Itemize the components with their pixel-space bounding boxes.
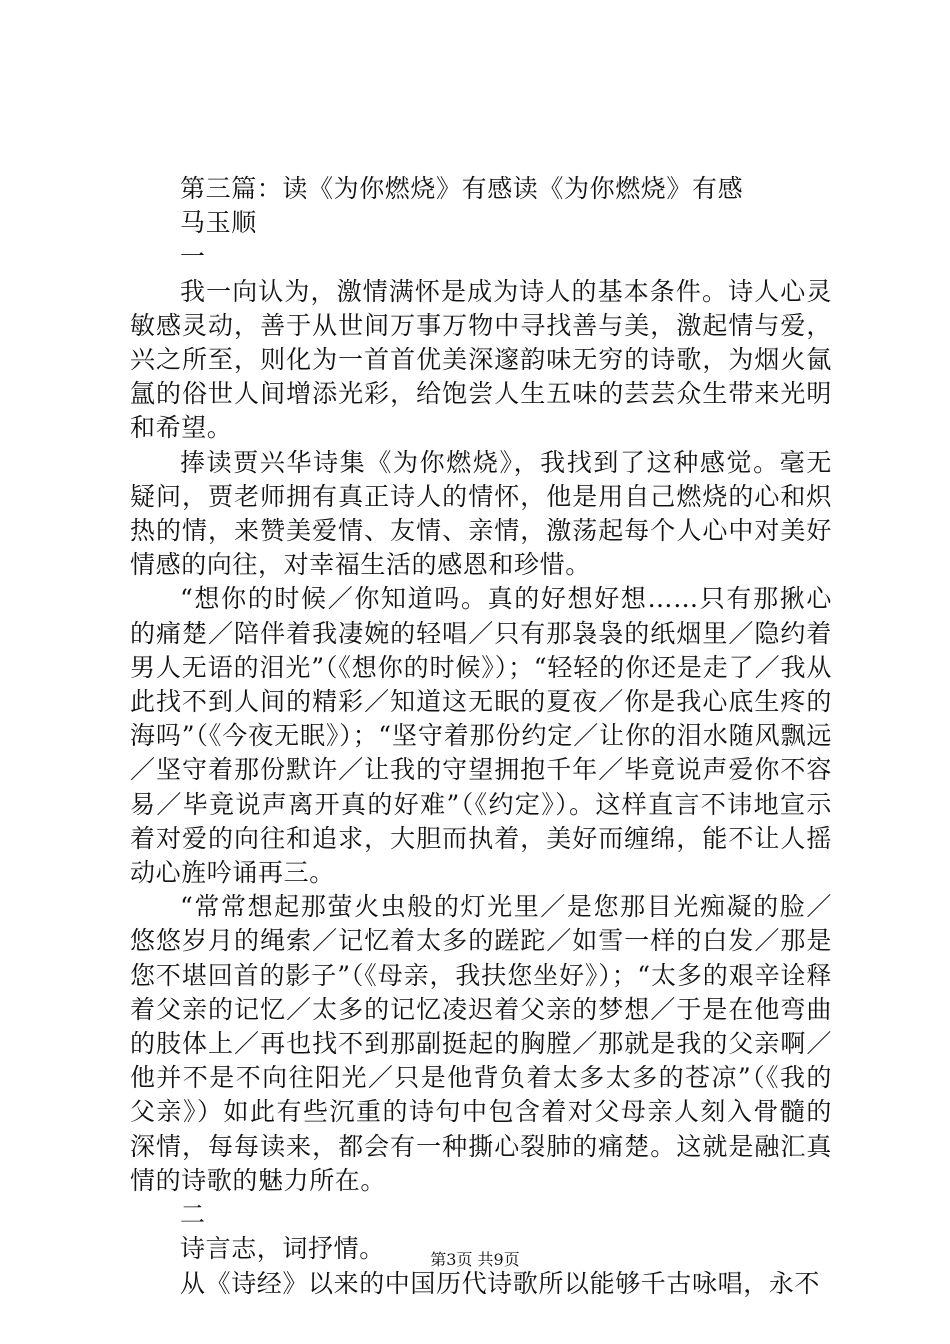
section-number-one: 一 xyxy=(180,242,206,272)
paragraph: “常常想起那萤火虫般的灯光里／是您那目光痴凝的脸／悠悠岁月的绳索／记忆着太多的蹉跎／如雪一样的白发／那是您不堪回首的影子”（《母亲，我扶您坐好》）；“太多的艰辛诠释着父亲的记忆／太多的记忆凌迟着父亲的梦想／于是在他弯曲的肢体上／再也找不到那副挺起的胸膛／那就是我的父亲啊／他并不是不向往阳光／只是他背负着太多太多的苍凉”（《我的父亲》）如此有些沉重的诗句中包含着对父母亲人刻入骨髓的深情，每每读来，都会有一种撕心裂肺的痛楚。这就是融汇真情的诗歌的魅力所在。 xyxy=(130,892,832,1195)
document-body xyxy=(130,172,832,1301)
paragraph: 诗言志，词抒情。 xyxy=(180,1234,385,1264)
document-title: 第三篇：读《为你燃烧》有感读《为你燃烧》有感 xyxy=(180,174,744,203)
paragraph: 我一向认为，激情满怀是成为诗人的基本条件。诗人心灵敏感灵动，善于从世间万事万物中寻找善与美，激起情与爱，兴之所至，则化为一首首优美深邃韵味无穷的诗歌，为烟火氤氲的俗世人间增添光彩，给饱尝人生五味的芸芸众生带来光明和希望。 xyxy=(130,276,832,443)
paragraph: 捧读贾兴华诗集《为你燃烧》，我找到了这种感觉。毫无疑问，贾老师拥有真正诗人的情怀，他是用自己燃烧的心和炽热的情，来赞美爱情、友情、亲情，激荡起每个人心中对美好情感的向往，对幸福生活的感恩和珍惜。 xyxy=(130,447,832,580)
paragraph: “想你的时候／你知道吗。真的好想好想……只有那揪心的痛楚／陪伴着我凄婉的轻唱／只有那袅袅的纸烟里／隐约着男人无语的泪光”（《想你的时候》）；“轻轻的你还是走了／我从此找不到人间的精彩／知道这无眠的夏夜／你是我心底生疼的海吗”（《今夜无眠》）；“坚守着那份约定／让你的泪水随风飘远／坚守着那份默许／让我的守望拥抱千年／毕竟说声爱你不容易／毕竟说声离开真的好难”（《约定》）。这样直言不讳地宣示着对爱的向往和追求，大胆而执着，美好而缠绵，能不让人摇动心旌吟诵再三。 xyxy=(130,584,832,888)
author-name: 马玉顺 xyxy=(180,208,257,238)
section-number-two: 二 xyxy=(180,1200,206,1230)
paragraph: 从《诗经》以来的中国历代诗歌所以能够千古咏唱，永不 xyxy=(180,1268,821,1298)
page-footer: 第3页 共9页 xyxy=(430,1250,520,1269)
